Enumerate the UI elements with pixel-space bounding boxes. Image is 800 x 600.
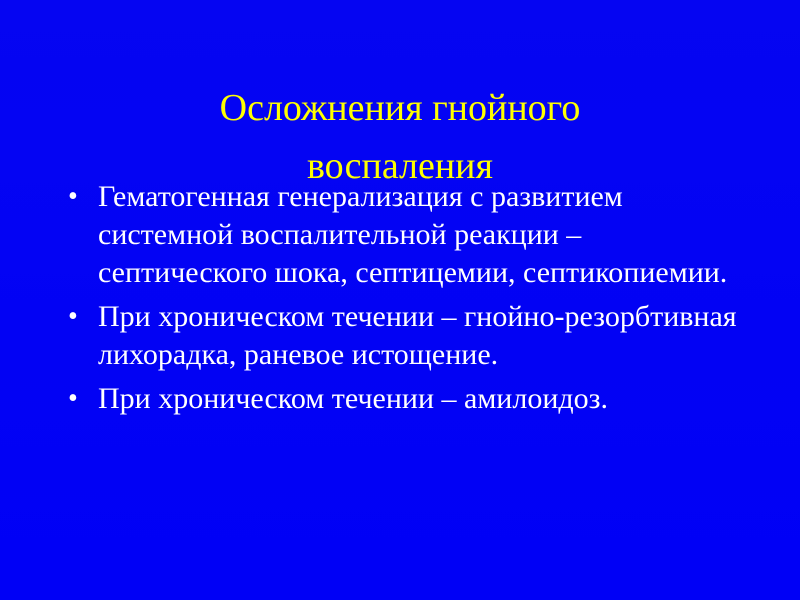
bullet-dot-icon: • — [68, 383, 78, 414]
bullet-item-3 — [68, 380, 748, 418]
bullet-text: При хроническом течении – гнойно-резорбтивная лихорадка, раневое истощение. — [98, 300, 737, 371]
bullet-dot-icon: • — [68, 301, 78, 332]
slide-title-line-2: воспаления — [306, 145, 493, 188]
bullet-text: Гематогенная генерализация с развитием системной воспалительной реакции – септического шока, септицемии, септикопиемии. — [98, 180, 728, 289]
bullet-dot-icon: • — [68, 181, 78, 212]
bullet-item-2 — [68, 298, 748, 374]
slide-title-line-1: Осложнения гнойного — [219, 87, 581, 130]
bullet-list — [68, 178, 748, 424]
bullet-item-1 — [68, 178, 748, 292]
bullet-text: При хроническом течении – амилоидоз. — [98, 382, 608, 415]
